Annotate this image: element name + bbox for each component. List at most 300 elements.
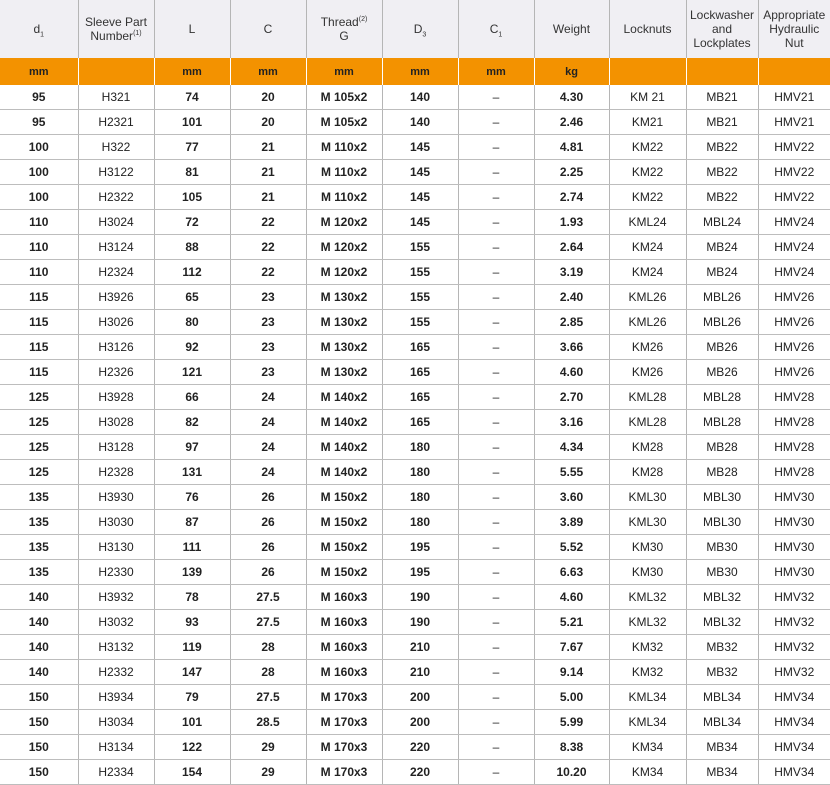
cell-D3: 145	[382, 210, 458, 235]
cell-thread: M 110x2	[306, 135, 382, 160]
cell-D3: 180	[382, 485, 458, 510]
cell-L: 154	[154, 760, 230, 785]
cell-sleeve-part-number: H2332	[78, 660, 154, 685]
cell-d1: 125	[0, 435, 78, 460]
cell-C: 24	[230, 435, 306, 460]
cell-d1: 100	[0, 160, 78, 185]
cell-locknuts: KML24	[609, 210, 686, 235]
table-row	[0, 660, 830, 685]
table-row	[0, 535, 830, 560]
cell-D3: 190	[382, 610, 458, 635]
cell-lockwasher: MB26	[686, 335, 758, 360]
cell-d1: 115	[0, 310, 78, 335]
cell-locknuts: KML30	[609, 485, 686, 510]
cell-hydraulic-nut: HMV26	[758, 285, 830, 310]
cell-thread: M 170x3	[306, 685, 382, 710]
unit-cell: mm	[382, 58, 458, 85]
cell-weight: 2.70	[534, 385, 609, 410]
cell-locknuts: KM30	[609, 560, 686, 585]
cell-sleeve-part-number: H3026	[78, 310, 154, 335]
cell-C1: –	[458, 360, 534, 385]
cell-weight: 5.99	[534, 710, 609, 735]
cell-sleeve-part-number: H3134	[78, 735, 154, 760]
cell-hydraulic-nut: HMV30	[758, 510, 830, 535]
cell-D3: 140	[382, 85, 458, 110]
cell-D3: 165	[382, 410, 458, 435]
cell-D3: 165	[382, 360, 458, 385]
cell-L: 97	[154, 435, 230, 460]
col-header-d1: $d_1$	[0, 0, 78, 58]
cell-C: 26	[230, 510, 306, 535]
cell-lockwasher: MB22	[686, 160, 758, 185]
cell-D3: 145	[382, 135, 458, 160]
cell-thread: M 130x2	[306, 310, 382, 335]
cell-lockwasher: MBL24	[686, 210, 758, 235]
table-row	[0, 285, 830, 310]
cell-L: 66	[154, 385, 230, 410]
cell-locknuts: KM 21	[609, 85, 686, 110]
cell-hydraulic-nut: HMV32	[758, 610, 830, 635]
cell-d1: 140	[0, 585, 78, 610]
cell-C: 23	[230, 360, 306, 385]
cell-C: 27.5	[230, 585, 306, 610]
cell-d1: 125	[0, 460, 78, 485]
cell-L: 76	[154, 485, 230, 510]
table-row	[0, 410, 830, 435]
cell-lockwasher: MBL26	[686, 285, 758, 310]
cell-C: 24	[230, 460, 306, 485]
cell-C: 21	[230, 185, 306, 210]
cell-thread: M 130x2	[306, 335, 382, 360]
cell-hydraulic-nut: HMV22	[758, 185, 830, 210]
units-row	[0, 58, 830, 85]
cell-sleeve-part-number: H2324	[78, 260, 154, 285]
cell-thread: M 150x2	[306, 535, 382, 560]
table-row	[0, 310, 830, 335]
cell-lockwasher: MB30	[686, 560, 758, 585]
cell-weight: 2.85	[534, 310, 609, 335]
cell-C1: –	[458, 585, 534, 610]
cell-thread: M 170x3	[306, 760, 382, 785]
cell-d1: 150	[0, 710, 78, 735]
cell-C1: –	[458, 485, 534, 510]
col-header-lockwasher: Lockwasher and Lockplates	[686, 0, 758, 58]
cell-sleeve-part-number: H3928	[78, 385, 154, 410]
cell-C1: –	[458, 160, 534, 185]
cell-weight: 7.67	[534, 635, 609, 660]
cell-hydraulic-nut: HMV24	[758, 210, 830, 235]
cell-D3: 195	[382, 560, 458, 585]
cell-L: 119	[154, 635, 230, 660]
cell-hydraulic-nut: HMV28	[758, 410, 830, 435]
cell-C1: –	[458, 560, 534, 585]
cell-hydraulic-nut: HMV24	[758, 260, 830, 285]
cell-hydraulic-nut: HMV26	[758, 335, 830, 360]
cell-thread: M 150x2	[306, 510, 382, 535]
cell-C1: –	[458, 285, 534, 310]
cell-hydraulic-nut: HMV24	[758, 235, 830, 260]
cell-D3: 180	[382, 435, 458, 460]
cell-d1: 125	[0, 385, 78, 410]
cell-locknuts: KM32	[609, 635, 686, 660]
cell-d1: 115	[0, 335, 78, 360]
table-body	[0, 85, 830, 785]
table-row	[0, 160, 830, 185]
cell-sleeve-part-number: H2322	[78, 185, 154, 210]
cell-C1: –	[458, 685, 534, 710]
table-row	[0, 735, 830, 760]
cell-sleeve-part-number: H2328	[78, 460, 154, 485]
cell-weight: 5.55	[534, 460, 609, 485]
cell-sleeve-part-number: H3934	[78, 685, 154, 710]
table-row	[0, 185, 830, 210]
cell-C: 21	[230, 135, 306, 160]
cell-lockwasher: MB21	[686, 110, 758, 135]
table-row	[0, 135, 830, 160]
cell-locknuts: KM26	[609, 360, 686, 385]
cell-sleeve-part-number: H3122	[78, 160, 154, 185]
cell-sleeve-part-number: H3130	[78, 535, 154, 560]
cell-d1: 125	[0, 410, 78, 435]
cell-weight: 4.60	[534, 585, 609, 610]
cell-thread: M 105x2	[306, 110, 382, 135]
cell-locknuts: KM28	[609, 435, 686, 460]
table-row	[0, 610, 830, 635]
table-row	[0, 460, 830, 485]
cell-d1: 140	[0, 610, 78, 635]
cell-lockwasher: MB24	[686, 260, 758, 285]
cell-thread: M 170x3	[306, 735, 382, 760]
cell-hydraulic-nut: HMV34	[758, 760, 830, 785]
cell-lockwasher: MBL30	[686, 510, 758, 535]
cell-C1: –	[458, 710, 534, 735]
cell-hydraulic-nut: HMV34	[758, 685, 830, 710]
cell-thread: M 150x2	[306, 560, 382, 585]
cell-C: 23	[230, 285, 306, 310]
table-row	[0, 385, 830, 410]
cell-sleeve-part-number: H322	[78, 135, 154, 160]
cell-D3: 195	[382, 535, 458, 560]
cell-hydraulic-nut: HMV30	[758, 485, 830, 510]
cell-lockwasher: MBL30	[686, 485, 758, 510]
unit-cell: mm	[306, 58, 382, 85]
cell-weight: 2.64	[534, 235, 609, 260]
cell-D3: 140	[382, 110, 458, 135]
cell-sleeve-part-number: H3030	[78, 510, 154, 535]
table-row	[0, 510, 830, 535]
cell-C1: –	[458, 635, 534, 660]
table-row	[0, 710, 830, 735]
unit-cell: mm	[0, 58, 78, 85]
table-row	[0, 360, 830, 385]
cell-d1: 135	[0, 485, 78, 510]
cell-sleeve-part-number: H3032	[78, 610, 154, 635]
cell-lockwasher: MBL34	[686, 710, 758, 735]
cell-thread: M 140x2	[306, 460, 382, 485]
cell-lockwasher: MB34	[686, 760, 758, 785]
cell-hydraulic-nut: HMV32	[758, 660, 830, 685]
cell-weight: 8.38	[534, 735, 609, 760]
col-header-D3: $D_3$	[382, 0, 458, 58]
col-header-locknuts: Locknuts	[609, 0, 686, 58]
cell-L: 81	[154, 160, 230, 185]
cell-d1: 150	[0, 735, 78, 760]
cell-sleeve-part-number: H3034	[78, 710, 154, 735]
cell-sleeve-part-number: H2334	[78, 760, 154, 785]
cell-lockwasher: MBL28	[686, 385, 758, 410]
cell-weight: 2.46	[534, 110, 609, 135]
cell-locknuts: KM21	[609, 110, 686, 135]
cell-sleeve-part-number: H2321	[78, 110, 154, 135]
cell-hydraulic-nut: HMV26	[758, 360, 830, 385]
table-row	[0, 260, 830, 285]
col-header-hydraulic-nut: Appropriate Hydraulic Nut	[758, 0, 830, 58]
cell-C1: –	[458, 135, 534, 160]
cell-hydraulic-nut: HMV30	[758, 535, 830, 560]
cell-locknuts: KM34	[609, 735, 686, 760]
col-header-thread: Thread$^{(2)}$ G	[306, 0, 382, 58]
cell-C1: –	[458, 335, 534, 360]
cell-C1: –	[458, 310, 534, 335]
cell-thread: M 110x2	[306, 185, 382, 210]
cell-locknuts: KML34	[609, 710, 686, 735]
cell-weight: 2.25	[534, 160, 609, 185]
cell-L: 139	[154, 560, 230, 585]
cell-locknuts: KM26	[609, 335, 686, 360]
cell-C: 27.5	[230, 685, 306, 710]
cell-hydraulic-nut: HMV28	[758, 385, 830, 410]
cell-d1: 140	[0, 635, 78, 660]
cell-L: 111	[154, 535, 230, 560]
cell-D3: 200	[382, 685, 458, 710]
cell-D3: 155	[382, 285, 458, 310]
cell-thread: M 160x3	[306, 585, 382, 610]
cell-C: 23	[230, 310, 306, 335]
cell-C1: –	[458, 660, 534, 685]
table-row	[0, 560, 830, 585]
cell-L: 79	[154, 685, 230, 710]
cell-d1: 100	[0, 185, 78, 210]
cell-weight: 3.60	[534, 485, 609, 510]
cell-sleeve-part-number: H3932	[78, 585, 154, 610]
cell-C1: –	[458, 460, 534, 485]
table-row	[0, 585, 830, 610]
unit-cell: mm	[154, 58, 230, 85]
cell-C: 28.5	[230, 710, 306, 735]
cell-sleeve-part-number: H3926	[78, 285, 154, 310]
cell-weight: 5.52	[534, 535, 609, 560]
cell-C: 24	[230, 410, 306, 435]
cell-d1: 150	[0, 685, 78, 710]
cell-lockwasher: MB22	[686, 185, 758, 210]
cell-d1: 140	[0, 660, 78, 685]
cell-C: 22	[230, 235, 306, 260]
cell-D3: 210	[382, 660, 458, 685]
cell-C: 23	[230, 335, 306, 360]
cell-weight: 2.40	[534, 285, 609, 310]
cell-weight: 4.34	[534, 435, 609, 460]
cell-D3: 220	[382, 760, 458, 785]
cell-C: 27.5	[230, 610, 306, 635]
cell-C: 21	[230, 160, 306, 185]
cell-hydraulic-nut: HMV34	[758, 710, 830, 735]
cell-lockwasher: MB28	[686, 460, 758, 485]
cell-lockwasher: MBL34	[686, 685, 758, 710]
cell-L: 101	[154, 710, 230, 735]
cell-lockwasher: MB26	[686, 360, 758, 385]
cell-thread: M 160x3	[306, 660, 382, 685]
cell-hydraulic-nut: HMV34	[758, 735, 830, 760]
cell-L: 82	[154, 410, 230, 435]
header-row	[0, 0, 830, 58]
cell-C1: –	[458, 610, 534, 635]
cell-locknuts: KM24	[609, 260, 686, 285]
unit-cell	[686, 58, 758, 85]
cell-thread: M 140x2	[306, 410, 382, 435]
unit-cell	[78, 58, 154, 85]
cell-hydraulic-nut: HMV32	[758, 585, 830, 610]
cell-weight: 4.30	[534, 85, 609, 110]
cell-locknuts: KML30	[609, 510, 686, 535]
cell-thread: M 140x2	[306, 385, 382, 410]
cell-C1: –	[458, 85, 534, 110]
cell-L: 92	[154, 335, 230, 360]
cell-L: 105	[154, 185, 230, 210]
cell-C: 26	[230, 485, 306, 510]
cell-L: 93	[154, 610, 230, 635]
cell-D3: 220	[382, 735, 458, 760]
cell-sleeve-part-number: H3126	[78, 335, 154, 360]
cell-lockwasher: MBL28	[686, 410, 758, 435]
unit-cell	[758, 58, 830, 85]
cell-d1: 150	[0, 760, 78, 785]
cell-C: 24	[230, 385, 306, 410]
cell-locknuts: KM34	[609, 760, 686, 785]
unit-cell	[609, 58, 686, 85]
cell-d1: 135	[0, 535, 78, 560]
cell-C: 28	[230, 660, 306, 685]
cell-weight: 3.19	[534, 260, 609, 285]
cell-D3: 145	[382, 160, 458, 185]
col-header-L: L	[154, 0, 230, 58]
cell-L: 74	[154, 85, 230, 110]
cell-thread: M 140x2	[306, 435, 382, 460]
cell-lockwasher: MB21	[686, 85, 758, 110]
cell-weight: 6.63	[534, 560, 609, 585]
cell-d1: 100	[0, 135, 78, 160]
table-row	[0, 110, 830, 135]
cell-locknuts: KM22	[609, 135, 686, 160]
cell-weight: 3.66	[534, 335, 609, 360]
cell-D3: 145	[382, 185, 458, 210]
cell-C: 26	[230, 560, 306, 585]
unit-cell: mm	[458, 58, 534, 85]
cell-d1: 135	[0, 510, 78, 535]
table-row	[0, 435, 830, 460]
cell-lockwasher: MB30	[686, 535, 758, 560]
cell-locknuts: KM32	[609, 660, 686, 685]
cell-hydraulic-nut: HMV22	[758, 160, 830, 185]
col-header-sleeve-part-number: Sleeve Part Number$^{(1)}$	[78, 0, 154, 58]
cell-C: 20	[230, 110, 306, 135]
cell-thread: M 120x2	[306, 210, 382, 235]
cell-locknuts: KML26	[609, 310, 686, 335]
cell-hydraulic-nut: HMV21	[758, 110, 830, 135]
cell-weight: 4.60	[534, 360, 609, 385]
cell-C: 29	[230, 760, 306, 785]
cell-L: 87	[154, 510, 230, 535]
cell-lockwasher: MBL32	[686, 610, 758, 635]
cell-C1: –	[458, 110, 534, 135]
cell-C: 26	[230, 535, 306, 560]
cell-locknuts: KML28	[609, 410, 686, 435]
cell-sleeve-part-number: H321	[78, 85, 154, 110]
cell-thread: M 160x3	[306, 610, 382, 635]
cell-locknuts: KM22	[609, 185, 686, 210]
cell-thread: M 130x2	[306, 360, 382, 385]
cell-C1: –	[458, 510, 534, 535]
cell-L: 147	[154, 660, 230, 685]
table-row	[0, 85, 830, 110]
cell-D3: 190	[382, 585, 458, 610]
table-row	[0, 485, 830, 510]
cell-weight: 9.14	[534, 660, 609, 685]
cell-thread: M 130x2	[306, 285, 382, 310]
unit-cell: kg	[534, 58, 609, 85]
table-row	[0, 210, 830, 235]
cell-locknuts: KM22	[609, 160, 686, 185]
cell-hydraulic-nut: HMV28	[758, 460, 830, 485]
table-row	[0, 235, 830, 260]
cell-L: 88	[154, 235, 230, 260]
cell-L: 78	[154, 585, 230, 610]
table-row	[0, 760, 830, 785]
cell-hydraulic-nut: HMV30	[758, 560, 830, 585]
cell-D3: 155	[382, 310, 458, 335]
cell-L: 80	[154, 310, 230, 335]
cell-D3: 155	[382, 260, 458, 285]
table-row	[0, 335, 830, 360]
cell-C1: –	[458, 385, 534, 410]
cell-d1: 110	[0, 235, 78, 260]
cell-hydraulic-nut: HMV28	[758, 435, 830, 460]
cell-C: 29	[230, 735, 306, 760]
cell-weight: 3.89	[534, 510, 609, 535]
cell-C1: –	[458, 435, 534, 460]
cell-lockwasher: MB22	[686, 135, 758, 160]
cell-hydraulic-nut: HMV21	[758, 85, 830, 110]
cell-C: 22	[230, 210, 306, 235]
cell-lockwasher: MB32	[686, 635, 758, 660]
cell-weight: 10.20	[534, 760, 609, 785]
cell-lockwasher: MBL26	[686, 310, 758, 335]
cell-D3: 165	[382, 385, 458, 410]
cell-thread: M 120x2	[306, 260, 382, 285]
cell-sleeve-part-number: H3930	[78, 485, 154, 510]
cell-L: 121	[154, 360, 230, 385]
cell-thread: M 170x3	[306, 710, 382, 735]
cell-sleeve-part-number: H2326	[78, 360, 154, 385]
cell-C1: –	[458, 210, 534, 235]
cell-D3: 180	[382, 460, 458, 485]
cell-d1: 135	[0, 560, 78, 585]
cell-L: 72	[154, 210, 230, 235]
cell-locknuts: KML26	[609, 285, 686, 310]
cell-D3: 200	[382, 710, 458, 735]
col-header-weight: Weight	[534, 0, 609, 58]
cell-D3: 165	[382, 335, 458, 360]
cell-lockwasher: MB32	[686, 660, 758, 685]
